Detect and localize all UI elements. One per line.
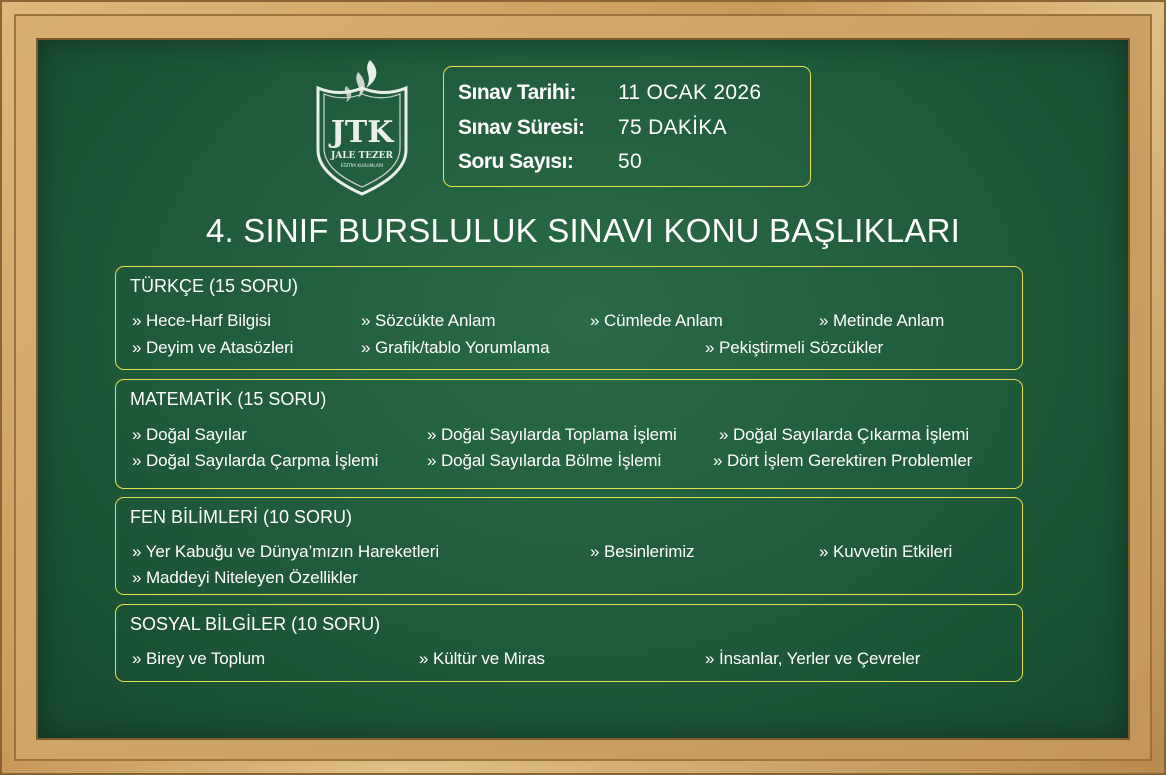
logo-subtitle: EĞİTİM KURUMLARI: [340, 164, 384, 169]
list-item: » Doğal Sayılarda Bölme İşlemi: [427, 451, 662, 470]
list-item: » Kuvvetin Etkileri: [819, 542, 953, 561]
list-item: » Cümlede Anlam: [590, 311, 723, 330]
list-item: » Birey ve Toplum: [132, 649, 266, 668]
duration-value: 75 DAKİKA: [618, 116, 727, 139]
duration-label: Sınav Süresi:: [458, 116, 585, 139]
section-title: FEN BİLİMLERİ (10 SORU): [130, 507, 353, 527]
list-item: » Deyim ve Atasözleri: [132, 338, 294, 357]
question-count-label: Soru Sayısı:: [458, 150, 574, 173]
section-turkce: [115, 266, 1023, 370]
page-title: 4. SINIF BURSLULUK SINAVI KONU BAŞLIKLARI: [206, 212, 960, 249]
section-title: MATEMATİK (15 SORU): [130, 389, 327, 409]
list-item: » Kültür ve Miras: [419, 649, 545, 668]
list-item: » Maddeyi Niteleyen Özellikler: [132, 568, 358, 587]
section-sosyal-bilgiler: [115, 604, 1023, 682]
list-item: » Doğal Sayılar: [132, 425, 247, 444]
exam-info-box: [443, 66, 811, 187]
list-item: » Doğal Sayılarda Toplama İşlemi: [427, 425, 677, 444]
exam-date-label: Sınav Tarihi:: [458, 81, 576, 104]
list-item: » Doğal Sayılarda Çıkarma İşlemi: [719, 425, 970, 444]
list-item: » Metinde Anlam: [819, 311, 945, 330]
section-matematik: [115, 379, 1023, 489]
section-title: TÜRKÇE (15 SORU): [130, 276, 299, 296]
list-item: » Grafik/tablo Yorumlama: [361, 338, 550, 357]
section-fen-bilimleri: [115, 497, 1023, 595]
jtk-logo-icon: [312, 58, 412, 198]
list-item: » Doğal Sayılarda Çarpma İşlemi: [132, 451, 379, 470]
exam-date-value: 11 OCAK 2026: [618, 81, 762, 104]
list-item: » Pekiştirmeli Sözcükler: [705, 338, 884, 357]
question-count-value: 50: [618, 150, 642, 173]
list-item: » Hece-Harf Bilgisi: [132, 311, 271, 330]
list-item: » Yer Kabuğu ve Dünya’mızın Hareketleri: [132, 542, 439, 561]
list-item: » Dört İşlem Gerektiren Problemler: [713, 451, 973, 470]
logo-name: JALE TEZER: [330, 151, 394, 161]
list-item: » Sözcükte Anlam: [361, 311, 496, 330]
list-item: » Besinlerimiz: [590, 542, 695, 561]
list-item: » İnsanlar, Yerler ve Çevreler: [705, 649, 921, 668]
section-title: SOSYAL BİLGİLER (10 SORU): [130, 614, 381, 634]
logo-letters: JTK: [330, 115, 394, 150]
